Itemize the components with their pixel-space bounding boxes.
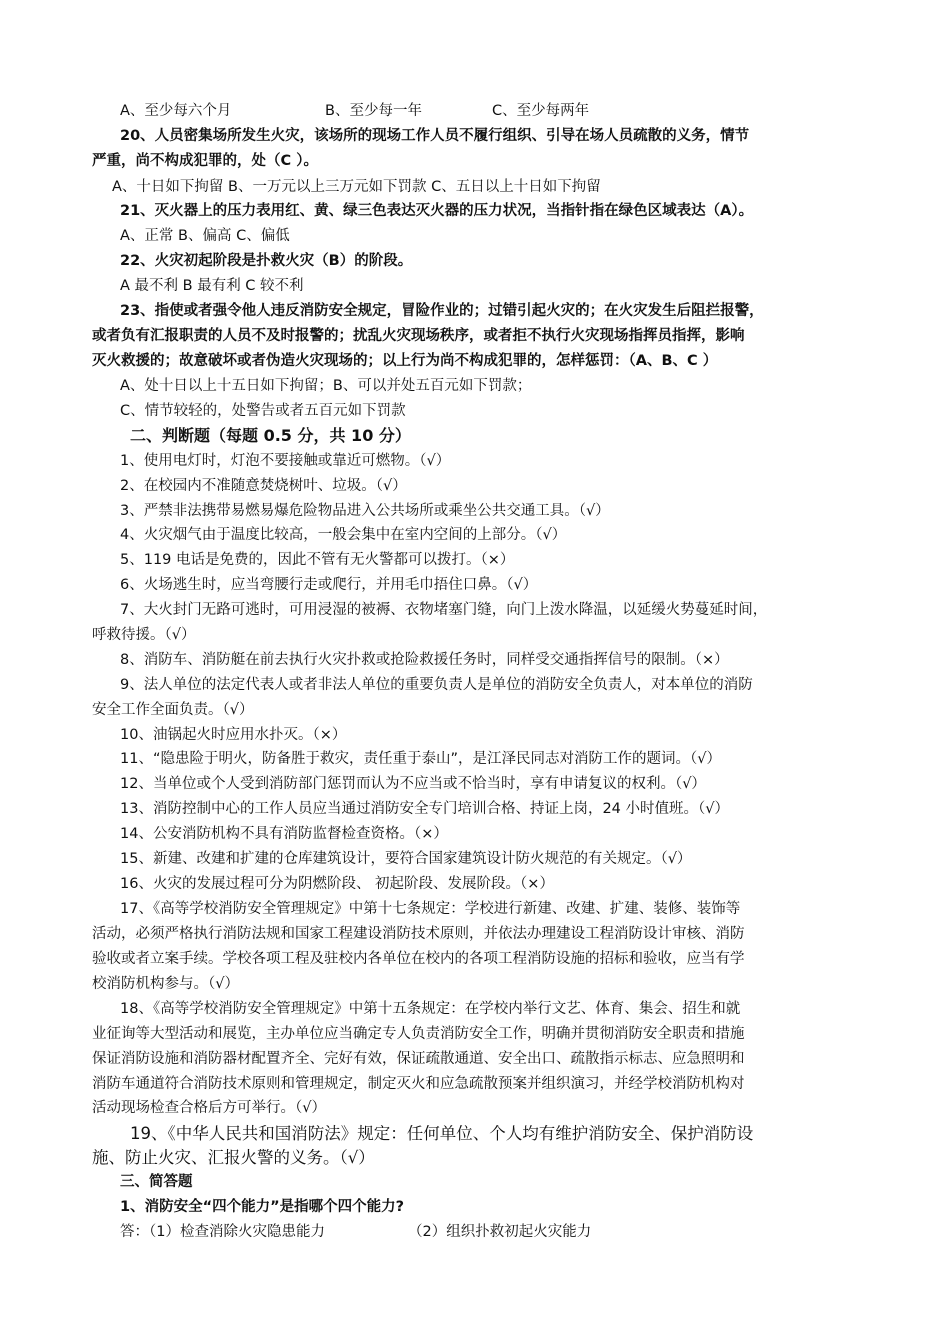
answer-text: 答：（1）检查消除火灾隐患能力	[120, 1224, 325, 1240]
judgment-item-cont: 业征询等大型活动和展览，主办单位应当确定专人负责消防安全工作，明确并贯彻消防安全职责和措施	[92, 1026, 745, 1042]
judgment-item: 17、《高等学校消防安全管理规定》中第十七条规定：学校进行新建、改建、扩建、装修、装饰等	[120, 901, 741, 917]
answer-options: A、十日如下拘留 B、一万元以上三万元如下罚款 C、五日以上十日如下拘留	[112, 179, 601, 195]
answer-options: A 最不利 B 最有利 C 较不利	[120, 278, 304, 294]
question-20-cont: 严重，尚不构成犯罪的，处（C ）。	[92, 153, 318, 169]
judgment-item: 16、火灾的发展过程可分为阴燃阶段、 初起阶段、发展阶段。（×）	[120, 876, 554, 892]
answer-option: C、至少每两年	[492, 103, 590, 119]
judgment-item-cont: 校消防机构参与。（√）	[92, 976, 239, 992]
judgment-item: 7、大火封门无路可逃时，可用浸湿的被褥、衣物堵塞门缝，向门上泼水降温，以延缓火势蔓延时间，	[120, 602, 768, 618]
judgment-item: 15、新建、改建和扩建的仓库建筑设计，要符合国家建筑设计防火规范的有关规定。（√）	[120, 851, 692, 867]
judgment-item: 14、公安消防机构不具有消防监督检查资格。（×）	[120, 826, 448, 842]
judgment-item: 10、油锅起火时应用水扑灭。（×）	[120, 727, 347, 743]
judgment-item: 6、火场逃生时，应当弯腰行走或爬行，并用毛巾捂住口鼻。（√）	[120, 577, 538, 593]
judgment-item: 12、当单位或个人受到消防部门惩罚而认为不应当或不恰当时，享有申请复议的权利。（√）	[120, 776, 706, 792]
question-23: 23、指使或者强令他人违反消防安全规定，冒险作业的；过错引起火灾的；在火灾发生后阻拦报警，	[120, 303, 764, 319]
judgment-item: 8、消防车、消防艇在前去执行火灾扑救或抢险救援任务时，同样受交通指挥信号的限制。（×）	[120, 652, 729, 668]
judgment-item: 5、119 电话是免费的，因此不管有无火警都可以拨打。（×）	[120, 552, 515, 568]
judgment-item: 4、火灾烟气由于温度比较高，一般会集中在室内空间的上部分。（√）	[120, 527, 567, 543]
question-22: 22、火灾初起阶段是扑救火灾（B）的阶段。	[120, 253, 413, 269]
question-21: 21、灭火器上的压力表用红、黄、绿三色表达灭火器的压力状况，当指针指在绿色区域表达（A）。	[120, 203, 754, 219]
judgment-item-cont: 活动，必须严格执行消防法规和国家工程建设消防技术原则，并依法办理建设工程消防设计审核、消防	[92, 926, 745, 942]
judgment-item: 1、使用电灯时，灯泡不要接触或靠近可燃物。（√）	[120, 453, 451, 469]
judgment-item: 13、消防控制中心的工作人员应当通过消防安全专门培训合格、持证上岗，24 小时值班。（√）	[120, 801, 729, 817]
judgment-item-cont: 保证消防设施和消防器材配置齐全、完好有效，保证疏散通道、安全出口、疏散指示标志、应急照明和	[92, 1051, 745, 1067]
judgment-item-cont: 施、防止火灾、汇报火警的义务。（√）	[92, 1148, 375, 1167]
judgment-item-cont: 验收或者立案手续。学校各项工程及驻校内各单位在校内的各项工程消防设施的招标和验收，应当有学	[92, 951, 745, 967]
judgment-item-cont: 安全工作全面负责。（√）	[92, 702, 254, 718]
answer-options: A、正常 B、偏高 C、偏低	[120, 228, 290, 244]
answer-option: B、至少每一年	[325, 103, 422, 119]
judgment-item: 11、“隐患险于明火，防备胜于救灾，责任重于泰山”，是江泽民同志对消防工作的题词。（√）	[120, 751, 721, 767]
judgment-item-cont: 呼救待援。（√）	[92, 627, 196, 643]
question-23-cont: 灭火救援的；故意破坏或者伪造火灾现场的；以上行为尚不构成犯罪的，怎样惩罚：（A、B、C ）	[92, 353, 718, 369]
section-heading: 二、判断题（每题 0.5 分，共 10 分）	[130, 426, 411, 445]
judgment-item-cont: 消防车通道符合消防技术原则和管理规定，制定灭火和应急疏散预案并组织演习，并经学校消防机构对	[92, 1076, 745, 1092]
judgment-item: 19、《中华人民共和国消防法》规定：任何单位、个人均有维护消防安全、保护消防设	[130, 1124, 754, 1143]
judgment-item: 3、严禁非法携带易燃易爆危险物品进入公共场所或乘坐公共交通工具。（√）	[120, 503, 610, 519]
judgment-item: 18、《高等学校消防安全管理规定》中第十五条规定：在学校内举行文艺、体育、集会、招生和就	[120, 1001, 741, 1017]
section-heading: 三、简答题	[120, 1174, 193, 1190]
question-20: 20、人员密集场所发生火灾，该场所的现场工作人员不履行组织、引导在场人员疏散的义务，情节	[120, 128, 750, 144]
answer-option: A、至少每六个月	[120, 103, 232, 119]
answer-options: A、处十日以上十五日如下拘留；B、可以并处五百元如下罚款；	[120, 378, 532, 394]
question-23-cont: 或者负有汇报职责的人员不及时报警的；扰乱火灾现场秩序，或者拒不执行火灾现场指挥员指挥，影响	[92, 328, 745, 344]
judgment-item-cont: 活动现场检查合格后方可举行。（√）	[92, 1100, 326, 1116]
short-question: 1、消防安全“四个能力”是指哪个四个能力?	[120, 1199, 405, 1215]
judgment-item: 2、在校园内不准随意焚烧树叶、垃圾。（√）	[120, 478, 407, 494]
answer-text: （2）组织扑救初起火灾能力	[408, 1224, 592, 1240]
judgment-item: 9、法人单位的法定代表人或者非法人单位的重要负责人是单位的消防安全负责人，对本单位的消防	[120, 677, 753, 693]
answer-options: C、情节较轻的，处警告或者五百元如下罚款	[120, 403, 406, 419]
